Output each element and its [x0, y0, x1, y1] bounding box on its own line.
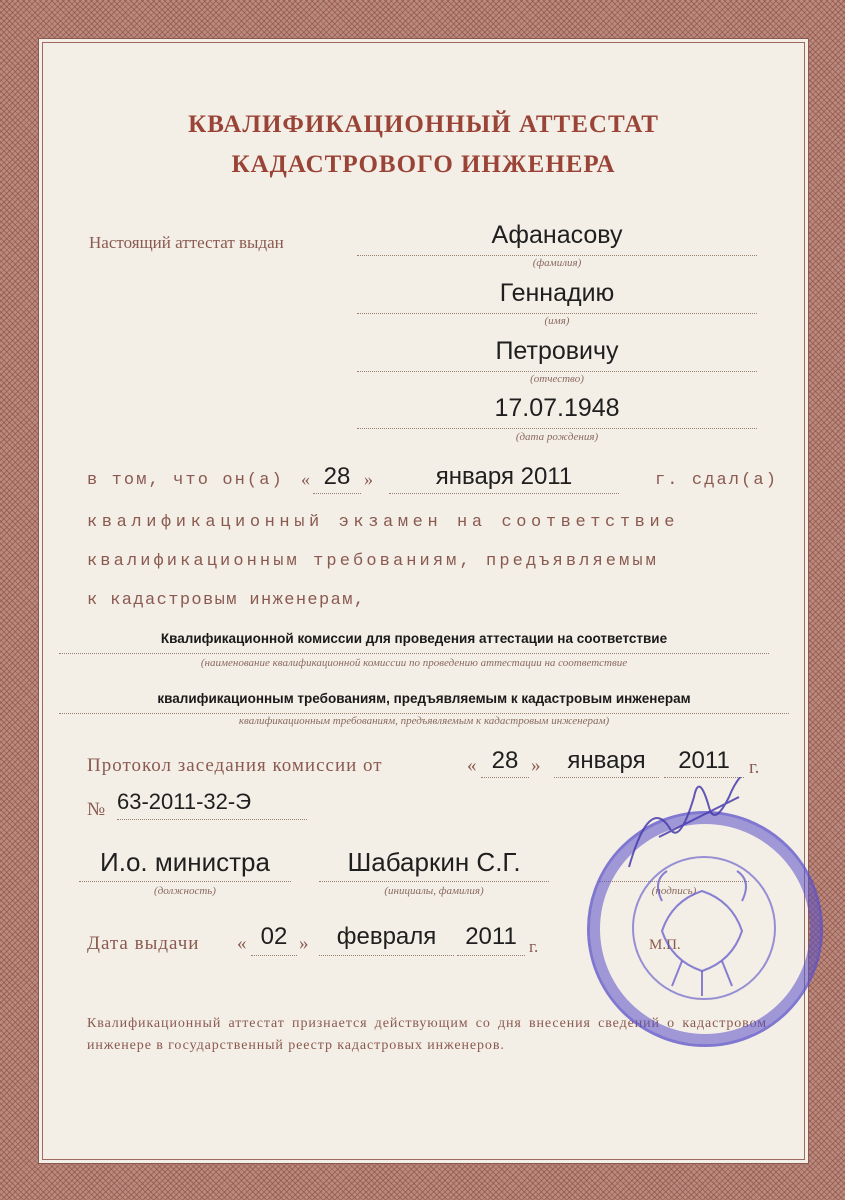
protocol-year: 2011 — [664, 747, 744, 778]
exam-suffix: г. сдал(а) — [655, 471, 779, 490]
exam-line-3: квалификационным требованиям, предъявляемым — [87, 552, 659, 571]
exam-line-4: к кадастровым инженерам, — [87, 591, 366, 610]
exam-prefix: в том, что он(а) — [87, 471, 284, 490]
stamp-place-label: М.П. — [649, 937, 681, 953]
position-caption: (должность) — [154, 885, 216, 897]
issued-to-label: Настоящий аттестат выдан — [89, 233, 284, 252]
issue-quote-close: » — [299, 933, 309, 954]
commission-caption-2: квалификационным требованиям, предъявляемым к кадастровым инженерам) — [238, 715, 610, 727]
commission-line-2: квалификационным требованиям, предъявляемым к кадастровым инженерам — [59, 691, 789, 714]
certificate-body — [38, 38, 809, 1164]
protocol-label: Протокол заседания комиссии от — [87, 755, 383, 776]
protocol-year-suffix: г. — [749, 757, 760, 778]
position-value: И.о. министра — [79, 847, 291, 882]
birth-date-value: 17.07.1948 — [357, 394, 757, 429]
issue-year-suffix: г. — [529, 937, 539, 956]
first-name-value: Геннадию — [357, 279, 757, 314]
issue-quote-open: « — [237, 933, 247, 954]
exam-quote-close: » — [364, 469, 373, 489]
protocol-number: 63-2011-32-Э — [117, 789, 307, 820]
protocol-day: 28 — [481, 747, 529, 778]
signatory-value: Шабаркин С.Г. — [319, 847, 549, 882]
exam-day: 28 — [313, 463, 361, 494]
commission-line-1: Квалификационной комиссии для проведения аттестации на соответствие — [59, 631, 769, 654]
signatory-caption: (инициалы, фамилия) — [384, 885, 484, 897]
protocol-number-label: № — [87, 799, 106, 820]
signature-caption: (подпись) — [651, 885, 697, 897]
exam-line-2: квалификационный экзамен на соответствие — [87, 513, 680, 532]
protocol-quote-open: « — [467, 755, 477, 776]
issue-day: 02 — [251, 923, 297, 956]
title-line-1: КВАЛИФИКАЦИОННЫЙ АТТЕСТАТ — [188, 111, 659, 138]
surname-value: Афанасову — [357, 221, 757, 256]
issue-year: 2011 — [457, 923, 525, 956]
patronymic-caption: (отчество) — [530, 373, 584, 385]
patronymic-value: Петровичу — [357, 337, 757, 372]
birth-date-caption: (дата рождения) — [515, 431, 599, 443]
surname-caption: (фамилия) — [532, 257, 582, 269]
title-line-2: КАДАСТРОВОГО ИНЖЕНЕРА — [231, 151, 616, 178]
exam-quote-open: « — [301, 469, 310, 489]
footer-text: Квалификационный аттестат признается действующим со дня внесения сведений о кадастровом инженере в государственный реестр кадастровых инженеров. — [87, 1016, 767, 1053]
handwritten-signature — [619, 777, 759, 887]
issue-label: Дата выдачи — [87, 933, 200, 954]
issue-month: февраля — [319, 923, 454, 956]
protocol-quote-close: » — [531, 755, 541, 776]
commission-caption-1: (наименование квалификационной комиссии по проведению аттестации на соответствие — [200, 657, 628, 669]
exam-month-year: января 2011 — [389, 463, 619, 494]
protocol-month: января — [554, 747, 659, 778]
first-name-caption: (имя) — [544, 315, 570, 327]
